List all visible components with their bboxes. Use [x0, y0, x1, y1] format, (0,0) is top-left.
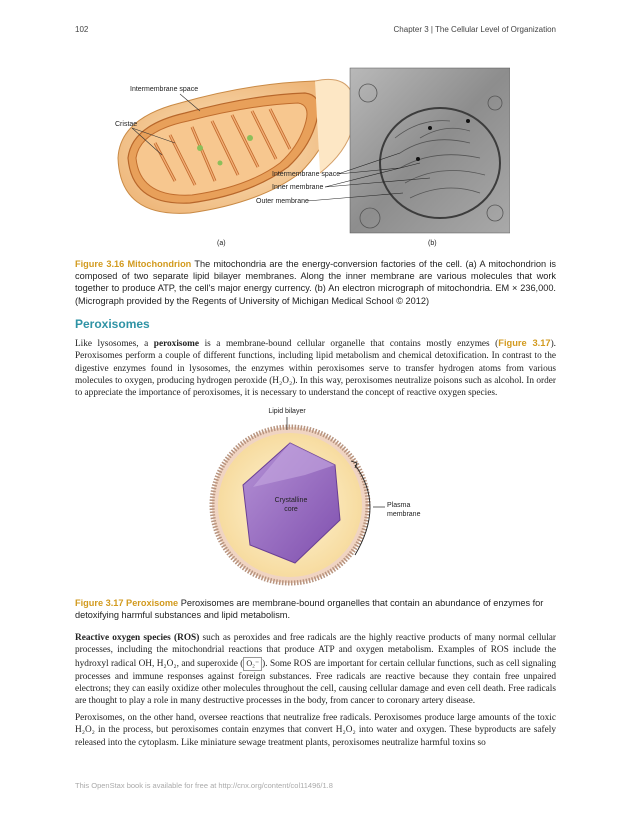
- para1-text-b: is a membrane-bound cellular organelle that contains mostly enzymes (: [199, 339, 499, 349]
- para2-text-a: such as peroxides and free radicals are the highly reactive products of many normal cellular processes, including the mitochondrial reactions that produce ATP and oxygen metabolism. Examples of ROS include the hydroxyl radical OH, H₂O₂, and superoxide (: [75, 633, 556, 669]
- label-intermembrane-space-top: Intermembrane space: [130, 86, 199, 93]
- running-header: Chapter 3 | The Cellular Level of Organization: [393, 25, 556, 34]
- figure-3-17-caption: [75, 597, 556, 621]
- footer-note: This OpenStax book is available for free at http://cnx.org/content/col11496/1.8: [75, 781, 333, 790]
- label-cristae: Cristae: [115, 121, 138, 128]
- figure-3-16-caption: [75, 258, 556, 307]
- figure-3-17-caption-text: Peroxisomes are membrane-bound organelles that contain an abundance of enzymes for detoxifying harmful substances and lipid metabolism.: [75, 598, 544, 621]
- label-crystalline: Crystalline: [274, 497, 308, 504]
- label-core: core: [284, 506, 298, 513]
- para2-text-b: ). Some ROS are important for certain cellular functions, such as cell signaling processes and immune responses against foreign substances. Free radicals are reactive because they contain free unpaired electrons; they can easily oxidize other molecules throughout the cell, causing cellular damage and even cell death. Free radicals are thought to play a role in many destructive processes in the body, from cancer to coronary artery disease.: [75, 658, 556, 707]
- superoxide-formula: O₂⁻: [243, 657, 262, 671]
- mitochondrion-diagram: [118, 79, 355, 213]
- paragraph-peroxisomes: [75, 337, 556, 399]
- label-plasma: Plasma: [387, 502, 411, 509]
- section-heading: Peroxisomes: [75, 317, 150, 331]
- key-term-ros: Reactive oxygen species (ROS): [75, 633, 200, 643]
- label-inner-membrane: Inner membrane: [272, 184, 324, 191]
- panel-a-label: (a): [217, 240, 226, 247]
- figure-3-16-mitochondrion: [100, 63, 510, 253]
- label-lipid-bilayer: Lipid bilayer: [268, 408, 306, 415]
- label-membrane: membrane: [387, 511, 421, 518]
- paragraph-ros: [75, 632, 556, 708]
- figure-3-16-caption-text: The mitochondria are the energy-conversion factories of the cell. (a) A mitochondrion is composed of two separate lipid bilayer membranes. Along the inner membrane are various molecules that work together to produce ATP, the cell's major energy currency. (b) An electron micrograph of mitochondria. EM × 236,000. (Micrograph provided by the Regents of University of Michigan Medical School © 2012): [75, 259, 556, 306]
- label-outer-membrane: Outer membrane: [256, 198, 309, 205]
- paragraph-neutralize: Peroxisomes, on the other hand, oversee reactions that neutralize free radicals. Peroxisomes produce large amounts of the toxic H₂O₂ in the process, but peroxisomes contain enzymes that convert H₂O₂ into water and oxygen. These byproducts are safely released into the cytoplasm. Like miniature sewage treatment plants, peroxisomes neutralize harmful toxins so: [75, 713, 556, 748]
- label-intermembrane-space: Intermembrane space: [272, 171, 341, 178]
- page-number: 102: [75, 25, 89, 34]
- figure-3-17-peroxisome: [195, 405, 455, 595]
- figure-3-16-label: Figure 3.16 Mitochondrion: [75, 259, 192, 269]
- figure-3-17-link[interactable]: Figure 3.17: [498, 338, 551, 348]
- figure-3-17-label: Figure 3.17 Peroxisome: [75, 598, 179, 608]
- panel-b-label: (b): [428, 240, 437, 247]
- para1-text-a: Like lysosomes, a: [75, 339, 154, 349]
- para1-text-c: ). Peroxisomes perform a couple of different functions, including lipid metabolism and chemical detoxification. In contrast to the digestive enzymes found in lysosomes, the enzymes within peroxisomes serve to transfer hydrogen atoms from various molecules to oxygen, producing hydrogen peroxide (H₂O₂). In this way, peroxisomes neutralize poisons such as alcohol. In order to appreciate the importance of peroxisomes, it is necessary to understand the concept of reactive oxygen species.: [75, 339, 556, 399]
- electron-micrograph: [350, 68, 510, 233]
- key-term-peroxisome: peroxisome: [153, 339, 200, 349]
